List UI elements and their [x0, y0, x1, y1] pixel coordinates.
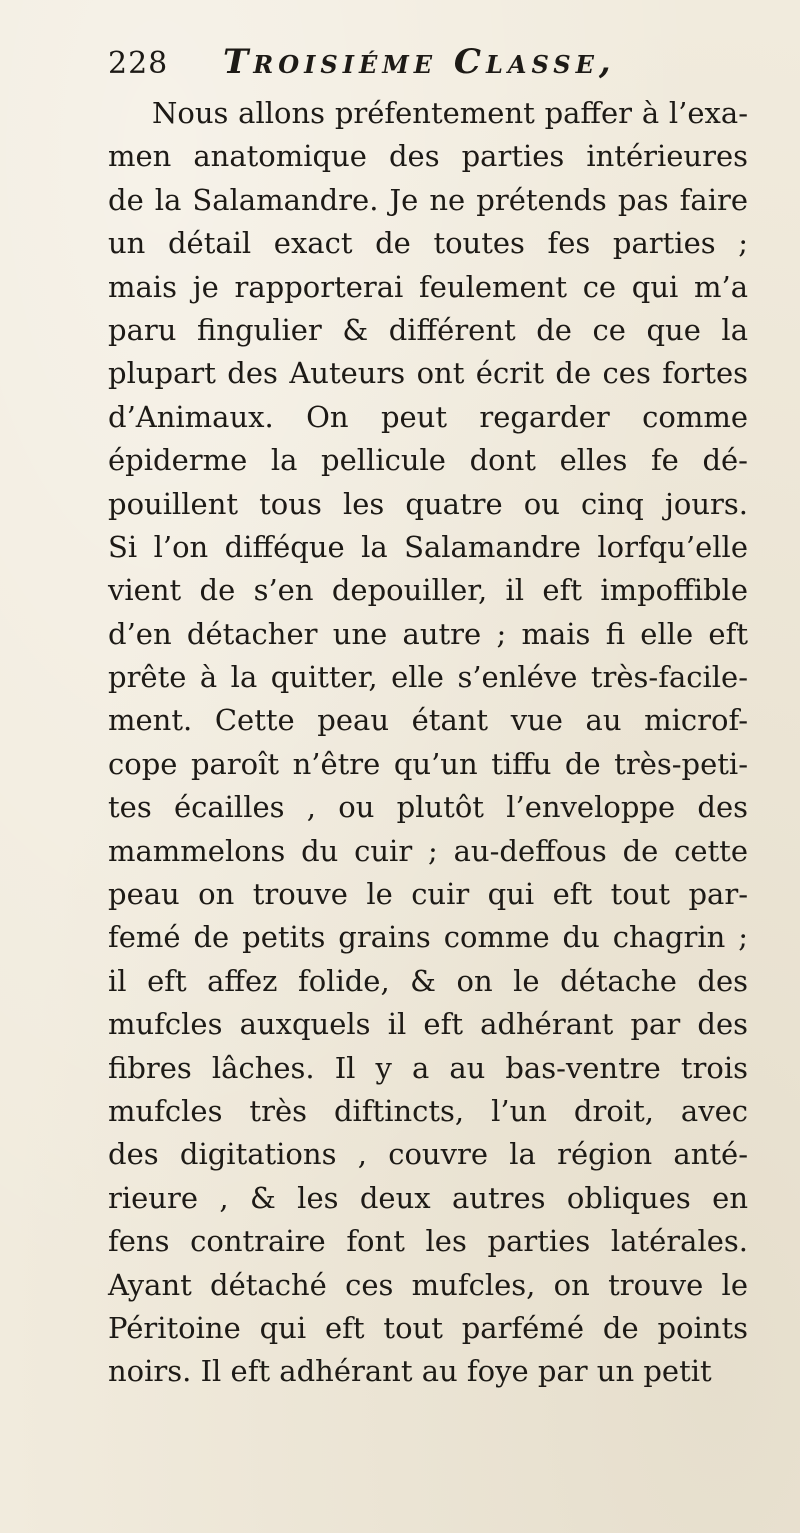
text-line: mais je rapporterai feulement ce qui m’a [108, 269, 748, 304]
text-line: cope paroît n’être qu’un tiffu de très-peti- [108, 746, 748, 781]
text-line: fibres lâches. Il y a au bas-ventre trois [108, 1050, 748, 1085]
text-line: prête à la quitter, elle s’enléve très-facile- [108, 660, 748, 695]
text-line: d’en détacher une autre ; mais fi elle eft [108, 616, 748, 651]
text-line: d’Animaux. On peut regarder comme [108, 399, 748, 434]
text-line: mufcles très diftincts, l’un droit, avec [108, 1093, 748, 1128]
text-line: men anatomique des parties intérieures [108, 139, 748, 174]
text-line: mammelons du cuir ; au-deffous de cette [108, 833, 748, 868]
text-line: peau on trouve le cuir qui eft tout par- [108, 877, 748, 912]
text-line: Péritoine qui eft tout parfémé de points [108, 1310, 748, 1345]
text-line: un détail exact de toutes fes parties ; [108, 226, 748, 261]
text-line: des digitations , couvre la région anté- [108, 1137, 748, 1172]
running-title: Troisiéme Classe, [223, 42, 616, 82]
page-header [108, 40, 748, 92]
text-line: fens contraire font les parties latérales. [108, 1224, 748, 1259]
body-text [108, 92, 748, 1394]
text-line: épiderme la pellicule dont elles fe dé- [108, 443, 748, 478]
text-line: plupart des Auteurs ont écrit de ces fortes [108, 356, 748, 391]
text-line: tes écailles , ou plutôt l’enveloppe des [108, 790, 748, 825]
text-line: femé de petits grains comme du chagrin ; [108, 920, 748, 955]
text-line: Si l’on difféque la Salamandre lorfqu’elle [108, 529, 748, 564]
text-line: Ayant détaché ces mufcles, on trouve le [108, 1267, 748, 1302]
text-line: mufcles auxquels il eft adhérant par des [108, 1007, 748, 1042]
text-line: noirs. Il eft adhérant au foye par un petit [108, 1354, 712, 1389]
text-line: ment. Cette peau étant vue au microf- [108, 703, 748, 738]
text-line: vient de s’en depouiller, il eft impoffible [108, 573, 748, 608]
text-line: rieure , & les deux autres obliques en [108, 1180, 748, 1215]
text-line: pouillent tous les quatre ou cinq jours. [108, 486, 748, 521]
text-line: Nous allons préfentement paffer à l’exa- [152, 96, 748, 130]
text-line: il eft affez folide, & on le détache des [108, 963, 748, 998]
text-line: paru fingulier & différent de ce que la [108, 312, 748, 347]
page-number: 228 [108, 46, 169, 81]
text-line: de la Salamandre. Je ne prétends pas faire [108, 182, 748, 217]
